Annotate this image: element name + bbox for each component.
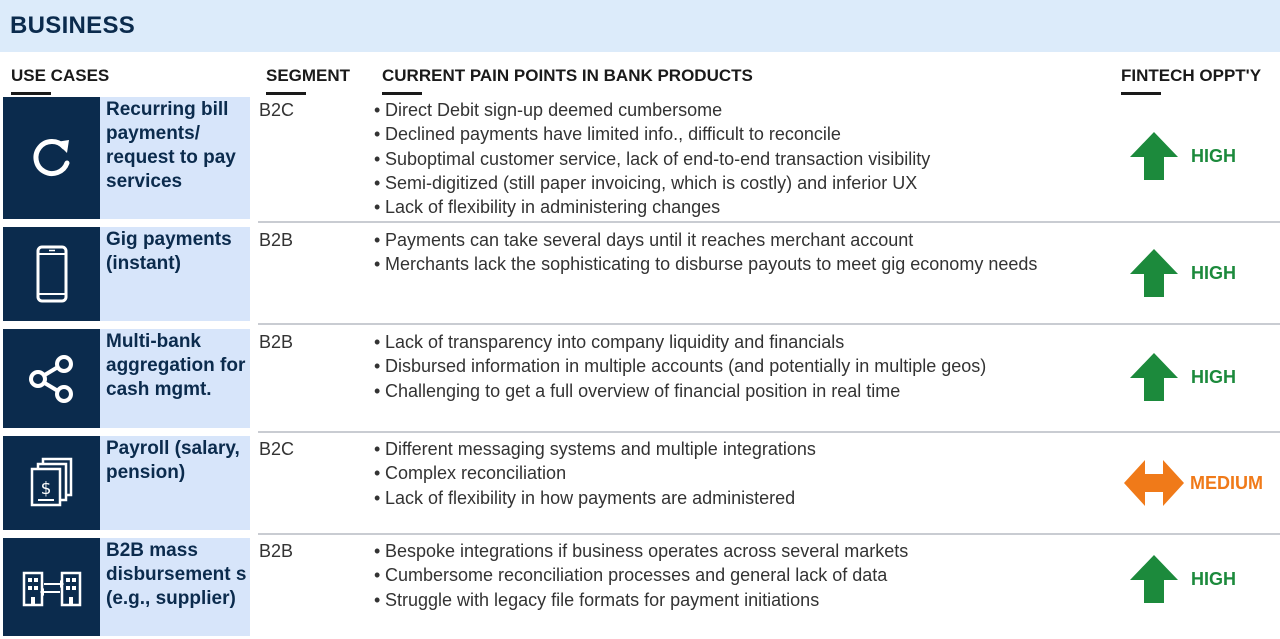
arrow-up-icon: [1129, 352, 1179, 402]
arrow-up-icon: [1129, 131, 1179, 181]
table-row: [0, 329, 1280, 428]
pain-point: • Complex reconciliation: [374, 461, 1094, 485]
header-underline: [266, 92, 306, 95]
header-use-cases: USE CASES: [11, 66, 110, 85]
pain-points-list: [374, 98, 1094, 219]
table-row: [0, 538, 1280, 636]
share-nodes-icon: [27, 354, 77, 404]
arrow-up-icon: [1129, 248, 1179, 298]
table-row: [0, 436, 1280, 530]
row-divider: [258, 323, 1280, 325]
oppty-level: HIGH: [1191, 146, 1236, 166]
pain-points-list: [374, 228, 1094, 277]
use-case-cell: [100, 538, 250, 636]
pain-point: • Suboptimal customer service, lack of end-to-end transaction visibility: [374, 147, 1094, 171]
use-case-cell: [100, 227, 250, 321]
use-case-cell: [100, 329, 250, 428]
header-underline: [1121, 92, 1161, 95]
pain-points-list: [374, 437, 1094, 510]
pain-points-list: [374, 539, 1094, 612]
pain-point: • Struggle with legacy file formats for payment initiations: [374, 588, 1094, 612]
pain-points-list: [374, 330, 1094, 403]
icon-tile: [3, 97, 100, 219]
icon-tile: [3, 329, 100, 428]
oppty-indicator: [1120, 554, 1280, 604]
pain-point: • Cumbersome reconciliation processes and general lack of data: [374, 563, 1094, 587]
arrow-up-icon: [1129, 554, 1179, 604]
oppty-level: HIGH: [1191, 263, 1236, 283]
header-segment: SEGMENT: [266, 66, 351, 85]
pain-point: • Declined payments have limited info., difficult to reconcile: [374, 122, 1094, 146]
use-case-cell: [100, 97, 250, 219]
segment-value: B2B: [259, 230, 294, 250]
use-case-label: Multi-bank aggregation for cash mgmt.: [106, 331, 246, 400]
pain-point: • Lack of flexibility in administering changes: [374, 195, 1094, 219]
header-pain-points: CURRENT PAIN POINTS IN BANK PRODUCTS: [382, 66, 753, 85]
segment-value: B2C: [259, 439, 295, 459]
page-title: BUSINESS: [10, 12, 136, 39]
pain-point: • Bespoke integrations if business operates across several markets: [374, 539, 1094, 563]
payslip-stack-icon: [28, 457, 76, 509]
segment-value: B2C: [259, 100, 295, 120]
pain-point: • Merchants lack the sophisticating to disburse payouts to meet gig economy needs: [374, 252, 1094, 276]
pain-point: • Challenging to get a full overview of financial position in real time: [374, 379, 1094, 403]
pain-point: • Disbursed information in multiple accounts (and potentially in multiple geos): [374, 354, 1094, 378]
oppty-indicator: [1120, 352, 1280, 402]
pain-point: • Payments can take several days until it reaches merchant account: [374, 228, 1094, 252]
segment-value: B2B: [259, 332, 294, 352]
use-case-label: B2B mass disbursement s (e.g., supplier): [106, 540, 247, 609]
pain-point: • Direct Debit sign-up deemed cumbersome: [374, 98, 1094, 122]
table-row: [0, 97, 1280, 219]
title-bar: [0, 0, 1280, 52]
header-underline: [11, 92, 51, 95]
oppty-level: MEDIUM: [1190, 473, 1263, 493]
pain-point: • Different messaging systems and multiple integrations: [374, 437, 1094, 461]
oppty-indicator: [1120, 458, 1280, 508]
oppty-indicator: [1120, 248, 1280, 298]
arrow-left-right-icon: [1123, 458, 1185, 508]
header-fintech-oppty: FINTECH OPPT'Y: [1121, 66, 1262, 85]
use-case-cell: [100, 436, 250, 530]
pain-point: • Lack of flexibility in how payments are administered: [374, 486, 1094, 510]
smartphone-icon: [35, 244, 69, 304]
segment-value: B2B: [259, 541, 294, 561]
icon-tile: [3, 436, 100, 530]
oppty-level: HIGH: [1191, 569, 1236, 589]
buildings-exchange-icon: [21, 565, 83, 609]
header-underline: [382, 92, 422, 95]
use-case-label: Gig payments (instant): [106, 229, 232, 274]
pain-point: • Lack of transparency into company liquidity and financials: [374, 330, 1094, 354]
icon-tile: [3, 227, 100, 321]
row-divider: [258, 431, 1280, 433]
refresh-icon: [27, 133, 77, 183]
oppty-indicator: [1120, 131, 1280, 181]
row-divider: [258, 533, 1280, 535]
icon-tile: [3, 538, 100, 636]
use-case-label: Recurring bill payments/ request to pay services: [106, 99, 236, 192]
table-row: [0, 227, 1280, 321]
row-divider: [258, 221, 1280, 223]
pain-point: • Semi-digitized (still paper invoicing, which is costly) and inferior UX: [374, 171, 1094, 195]
oppty-level: HIGH: [1191, 367, 1236, 387]
svg-text:$: $: [40, 479, 51, 499]
use-case-label: Payroll (salary, pension): [106, 438, 240, 483]
